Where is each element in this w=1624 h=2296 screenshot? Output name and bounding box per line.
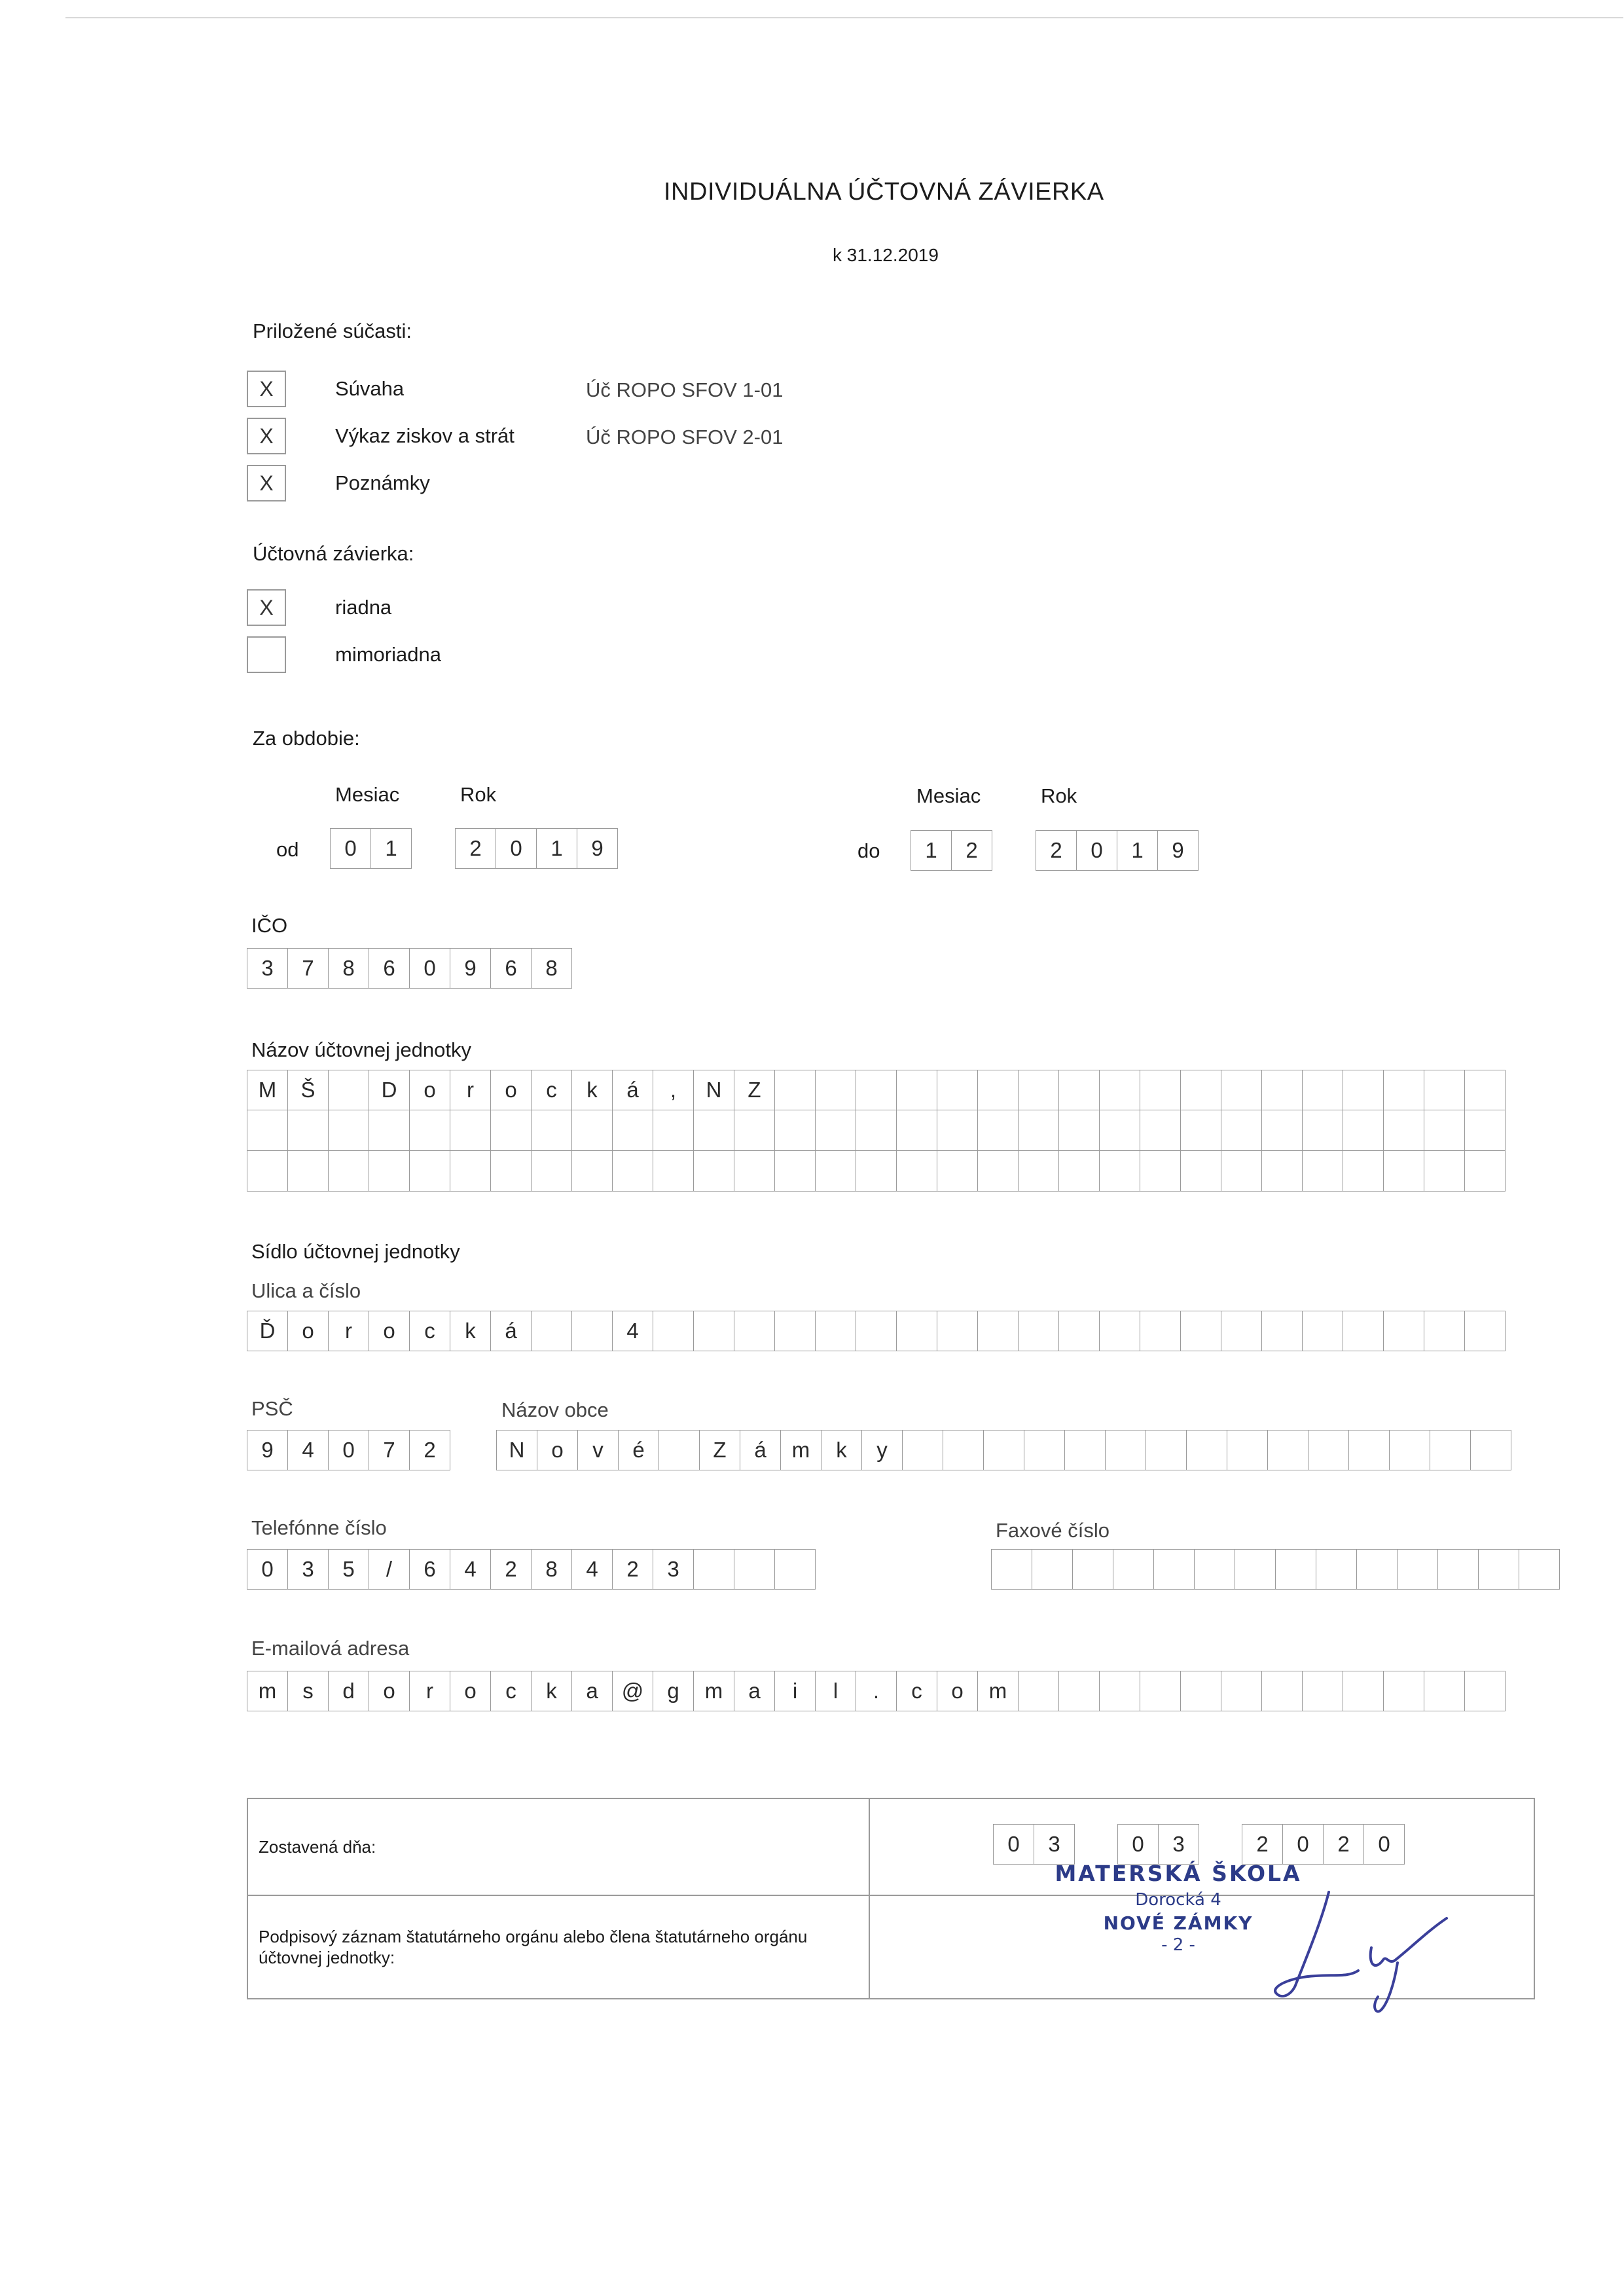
char-cell[interactable]: o [490,1070,532,1110]
char-cell[interactable] [1058,1110,1100,1151]
digit-cell[interactable]: 3 [653,1549,694,1590]
char-cell[interactable] [490,1151,532,1192]
digit-cell[interactable]: 0 [328,1430,369,1470]
char-cell[interactable] [1180,1311,1221,1351]
char-cell[interactable] [977,1070,1019,1110]
char-cell[interactable] [328,1070,369,1110]
char-cell[interactable] [977,1151,1019,1192]
char-cell[interactable]: k [450,1311,491,1351]
char-cell[interactable] [1308,1430,1349,1470]
digit-cell[interactable]: 8 [531,948,572,989]
digit-cell[interactable] [734,1549,775,1590]
char-cell[interactable] [1227,1430,1268,1470]
email-field[interactable] [247,1671,1506,1711]
char-cell[interactable] [1058,1671,1100,1711]
digit-cell[interactable]: 0 [409,948,450,989]
char-cell[interactable]: m [977,1671,1019,1711]
char-cell[interactable] [1267,1430,1308,1470]
char-cell[interactable] [1058,1311,1100,1351]
char-cell[interactable] [247,1151,288,1192]
entity-name-label: Názov účtovnej jednotky [251,1038,472,1061]
to-month-label: Mesiac [916,784,981,807]
char-cell[interactable] [490,1110,532,1151]
char-cell[interactable]: o [369,1671,410,1711]
digit-cell[interactable] [1194,1549,1235,1590]
checkbox-vykaz[interactable]: X [247,418,286,454]
digit-cell[interactable]: 2 [1036,830,1077,871]
digit-cell[interactable] [1153,1549,1195,1590]
to-year-label: Rok [1041,784,1077,807]
char-cell[interactable] [1261,1070,1303,1110]
to-month-field[interactable] [911,830,992,871]
char-cell[interactable] [653,1311,694,1351]
char-cell[interactable] [815,1151,856,1192]
char-cell[interactable] [1430,1430,1471,1470]
digit-cell[interactable]: 3 [1158,1824,1199,1865]
period-heading: Za obdobie: [253,727,360,750]
char-cell[interactable] [1464,1070,1506,1110]
street-field[interactable] [247,1311,1506,1351]
digit-cell[interactable]: 4 [571,1549,613,1590]
digit-cell[interactable]: 0 [1076,830,1117,871]
char-cell[interactable] [369,1151,410,1192]
char-cell[interactable] [653,1110,694,1151]
digit-cell[interactable]: 0 [1117,1824,1159,1865]
digit-cell[interactable]: 6 [490,948,532,989]
attachment-label-vykaz: Výkaz ziskov a strát [335,424,514,447]
digit-cell[interactable] [693,1549,734,1590]
char-cell[interactable]: m [780,1430,821,1470]
attachment-label-poznamky: Poznámky [335,471,430,494]
digit-cell[interactable]: 3 [247,948,288,989]
char-cell[interactable] [612,1110,653,1151]
char-cell[interactable] [612,1151,653,1192]
char-cell[interactable] [1058,1151,1100,1192]
char-cell[interactable]: s [287,1671,329,1711]
char-cell[interactable] [896,1151,937,1192]
digit-cell[interactable]: 8 [328,948,369,989]
char-cell[interactable] [1302,1671,1343,1711]
digit-cell[interactable]: 4 [287,1430,329,1470]
char-cell[interactable] [977,1311,1019,1351]
char-cell[interactable] [1099,1311,1140,1351]
char-cell[interactable]: D [369,1070,410,1110]
ico-label: IČO [251,914,288,937]
char-cell[interactable]: m [247,1671,288,1711]
char-cell[interactable] [1464,1311,1506,1351]
char-cell[interactable] [774,1110,816,1151]
char-cell[interactable] [1099,1151,1140,1192]
digit-cell[interactable]: 1 [370,828,412,869]
char-cell[interactable] [815,1110,856,1151]
char-cell[interactable] [1261,1311,1303,1351]
char-cell[interactable] [369,1110,410,1151]
char-cell[interactable] [1024,1430,1065,1470]
char-cell[interactable]: Ď [247,1311,288,1351]
stamp-line-4: - 2 - [1161,1935,1195,1955]
page-title: INDIVIDUÁLNA ÚČTOVNÁ ZÁVIERKA [664,178,1104,206]
digit-cell[interactable]: 6 [369,948,410,989]
digit-cell[interactable] [1478,1549,1519,1590]
digit-cell[interactable]: 2 [1323,1824,1364,1865]
entity-name-row-2[interactable] [247,1110,1506,1151]
digit-cell[interactable]: 1 [536,828,577,869]
psc-field[interactable] [247,1430,450,1470]
char-cell[interactable] [1343,1311,1384,1351]
digit-cell[interactable]: 3 [287,1549,329,1590]
digit-cell[interactable]: 2 [455,828,496,869]
attachment-code-suvaha: Úč ROPO SFOV 1-01 [586,378,784,401]
char-cell[interactable] [1099,1070,1140,1110]
char-cell[interactable] [531,1151,572,1192]
char-cell[interactable] [1146,1430,1187,1470]
scan-edge-line [65,17,1623,18]
to-label: do [857,839,880,862]
char-cell[interactable]: , [653,1070,694,1110]
char-cell[interactable]: o [450,1671,491,1711]
char-cell[interactable] [1180,1671,1221,1711]
char-cell[interactable] [693,1110,734,1151]
char-cell[interactable] [815,1311,856,1351]
digit-cell[interactable] [1356,1549,1398,1590]
char-cell[interactable] [450,1151,491,1192]
attachment-code-vykaz: Úč ROPO SFOV 2-01 [586,426,784,448]
city-label: Názov obce [501,1398,609,1421]
attachment-label-suvaha: Súvaha [335,377,405,400]
option-label-riadna: riadna [335,596,392,619]
char-cell[interactable] [896,1070,937,1110]
compiled-month-field[interactable] [1117,1824,1199,1865]
char-cell[interactable] [409,1151,450,1192]
char-cell[interactable] [1018,1311,1059,1351]
char-cell[interactable]: a [734,1671,775,1711]
char-cell[interactable] [937,1110,978,1151]
digit-cell[interactable]: 8 [531,1549,572,1590]
compiled-year-field[interactable] [1242,1824,1405,1865]
char-cell[interactable] [1221,1070,1262,1110]
char-cell[interactable] [774,1070,816,1110]
char-cell[interactable] [1221,1151,1262,1192]
char-cell[interactable] [896,1311,937,1351]
digit-cell[interactable]: / [369,1549,410,1590]
closing-type-heading: Účtovná závierka: [253,542,414,565]
from-year-label: Rok [460,783,497,806]
from-year-field[interactable] [455,828,618,869]
digit-cell[interactable]: 0 [247,1549,288,1590]
from-label: od [276,838,299,861]
checkbox-riadna[interactable]: X [247,589,286,626]
digit-cell[interactable] [1437,1549,1479,1590]
char-cell[interactable] [856,1110,897,1151]
char-cell[interactable] [1424,1151,1465,1192]
char-cell[interactable] [247,1110,288,1151]
char-cell[interactable] [1221,1311,1262,1351]
char-cell[interactable] [1302,1311,1343,1351]
char-cell[interactable] [977,1110,1019,1151]
char-cell[interactable] [1221,1671,1262,1711]
digit-cell[interactable]: 1 [911,830,952,871]
digit-cell[interactable]: 2 [1242,1824,1283,1865]
char-cell[interactable]: k [571,1070,613,1110]
digit-cell[interactable] [774,1549,816,1590]
char-cell[interactable] [1383,1151,1424,1192]
digit-cell[interactable]: 0 [496,828,537,869]
char-cell[interactable] [653,1151,694,1192]
char-cell[interactable]: á [490,1311,532,1351]
digit-cell[interactable]: 2 [951,830,992,871]
char-cell[interactable] [815,1070,856,1110]
char-cell[interactable] [734,1110,775,1151]
char-cell[interactable] [856,1311,897,1351]
digit-cell[interactable]: 2 [490,1549,532,1590]
char-cell[interactable] [1343,1151,1384,1192]
char-cell[interactable] [902,1430,943,1470]
char-cell[interactable] [937,1151,978,1192]
char-cell[interactable]: o [409,1070,450,1110]
char-cell[interactable] [409,1110,450,1151]
attachments-heading: Priložené súčasti: [253,319,412,342]
char-cell[interactable] [774,1311,816,1351]
char-cell[interactable]: c [409,1311,450,1351]
char-cell[interactable]: r [409,1671,450,1711]
stamp-line-1: MATERSKÁ ŠKOLA [1055,1861,1302,1886]
char-cell[interactable]: @ [612,1671,653,1711]
char-cell[interactable]: k [821,1430,862,1470]
char-cell[interactable] [856,1151,897,1192]
digit-cell[interactable]: 7 [369,1430,410,1470]
option-label-mimoriadna: mimoriadna [335,643,441,666]
char-cell[interactable] [937,1311,978,1351]
char-cell[interactable] [531,1311,572,1351]
digit-cell[interactable] [1113,1549,1154,1590]
char-cell[interactable] [1099,1671,1140,1711]
char-cell[interactable] [1140,1671,1181,1711]
char-cell[interactable]: c [896,1671,937,1711]
digit-cell[interactable]: 3 [1034,1824,1075,1865]
char-cell[interactable] [1186,1430,1227,1470]
checkbox-poznamky[interactable]: X [247,465,286,501]
char-cell[interactable] [1383,1671,1424,1711]
char-cell[interactable] [1464,1671,1506,1711]
char-cell[interactable] [1424,1110,1465,1151]
char-cell[interactable]: i [774,1671,816,1711]
char-cell[interactable] [1058,1070,1100,1110]
city-field[interactable] [496,1430,1511,1470]
char-cell[interactable] [937,1070,978,1110]
digit-cell[interactable]: 9 [577,828,618,869]
digit-cell[interactable]: 4 [450,1549,491,1590]
char-cell[interactable]: M [247,1070,288,1110]
char-cell[interactable]: g [653,1671,694,1711]
char-cell[interactable] [734,1151,775,1192]
char-cell[interactable]: N [693,1070,734,1110]
ico-field[interactable] [247,948,572,989]
char-cell[interactable] [1424,1671,1465,1711]
char-cell[interactable] [1018,1110,1059,1151]
digit-cell[interactable]: 9 [247,1430,288,1470]
digit-cell[interactable]: 9 [450,948,491,989]
char-cell[interactable] [734,1311,775,1351]
char-cell[interactable] [1348,1430,1390,1470]
char-cell[interactable]: Š [287,1070,329,1110]
char-cell[interactable] [1343,1671,1384,1711]
digit-cell[interactable]: 0 [1363,1824,1405,1865]
char-cell[interactable] [1018,1151,1059,1192]
char-cell[interactable] [1064,1430,1106,1470]
char-cell[interactable]: Z [734,1070,775,1110]
char-cell[interactable] [1140,1070,1181,1110]
char-cell[interactable]: c [531,1070,572,1110]
char-cell[interactable]: á [740,1430,781,1470]
char-cell[interactable]: y [861,1430,903,1470]
from-month-label: Mesiac [335,783,400,806]
char-cell[interactable] [1180,1110,1221,1151]
char-cell[interactable] [1140,1151,1181,1192]
checkbox-mimoriadna[interactable] [247,636,286,673]
char-cell[interactable]: d [328,1671,369,1711]
from-month-field[interactable] [330,828,412,869]
char-cell[interactable] [1302,1151,1343,1192]
digit-cell[interactable]: 7 [287,948,329,989]
char-cell[interactable] [1424,1070,1465,1110]
digit-cell[interactable]: 9 [1157,830,1199,871]
char-cell[interactable] [1180,1070,1221,1110]
char-cell[interactable] [328,1110,369,1151]
char-cell[interactable] [1464,1151,1506,1192]
street-label: Ulica a číslo [251,1279,361,1302]
char-cell[interactable] [896,1110,937,1151]
char-cell[interactable] [1383,1070,1424,1110]
digit-cell[interactable]: 0 [1282,1824,1324,1865]
char-cell[interactable] [659,1430,700,1470]
char-cell[interactable] [1221,1110,1262,1151]
digit-cell[interactable]: 2 [612,1549,653,1590]
char-cell[interactable] [1140,1311,1181,1351]
char-cell[interactable]: á [612,1070,653,1110]
digit-cell[interactable]: 5 [328,1549,369,1590]
char-cell[interactable] [1099,1110,1140,1151]
char-cell[interactable]: o [369,1311,410,1351]
signature-label: Podpisový záznam štatutárneho orgánu alebo člena štatutárneho orgánu účtovnej jednotky: [248,1896,870,1998]
char-cell[interactable]: Z [699,1430,740,1470]
char-cell[interactable]: o [537,1430,578,1470]
digit-cell[interactable] [1235,1549,1276,1590]
char-cell[interactable]: m [693,1671,734,1711]
char-cell[interactable] [943,1430,984,1470]
char-cell[interactable] [531,1110,572,1151]
char-cell[interactable]: . [856,1671,897,1711]
digit-cell[interactable] [1397,1549,1438,1590]
phone-label: Telefónne číslo [251,1516,387,1539]
digit-cell[interactable] [1032,1549,1073,1590]
char-cell[interactable]: a [571,1671,613,1711]
char-cell[interactable] [571,1151,613,1192]
char-cell[interactable] [287,1110,329,1151]
phone-field[interactable] [247,1549,816,1590]
digit-cell[interactable]: 2 [409,1430,450,1470]
char-cell[interactable] [1261,1151,1303,1192]
char-cell[interactable]: o [287,1311,329,1351]
compiled-label: Zostavená dňa: [248,1799,870,1895]
char-cell[interactable] [693,1311,734,1351]
char-cell[interactable] [571,1311,613,1351]
char-cell[interactable] [774,1151,816,1192]
handwritten-signature [1231,1879,1479,2023]
char-cell[interactable] [1302,1110,1343,1151]
digit-cell[interactable] [1316,1549,1357,1590]
char-cell[interactable] [1105,1430,1146,1470]
char-cell[interactable] [983,1430,1024,1470]
char-cell[interactable] [1018,1070,1059,1110]
char-cell[interactable]: l [815,1671,856,1711]
char-cell[interactable] [1424,1311,1465,1351]
char-cell[interactable]: o [937,1671,978,1711]
entity-name-row-3[interactable] [247,1151,1506,1192]
checkbox-suvaha[interactable]: X [247,371,286,407]
char-cell[interactable] [1180,1151,1221,1192]
char-cell[interactable] [328,1151,369,1192]
char-cell[interactable] [693,1151,734,1192]
digit-cell[interactable]: 0 [330,828,371,869]
char-cell[interactable] [1261,1110,1303,1151]
char-cell[interactable]: c [490,1671,532,1711]
char-cell[interactable] [1383,1311,1424,1351]
to-year-field[interactable] [1036,830,1199,871]
char-cell[interactable] [1464,1110,1506,1151]
char-cell[interactable]: r [450,1070,491,1110]
char-cell[interactable] [1343,1110,1384,1151]
char-cell[interactable]: N [496,1430,537,1470]
char-cell[interactable] [1261,1671,1303,1711]
char-cell[interactable] [571,1110,613,1151]
address-heading: Sídlo účtovnej jednotky [251,1240,460,1263]
char-cell[interactable]: k [531,1671,572,1711]
digit-cell[interactable] [1072,1549,1113,1590]
char-cell[interactable] [1389,1430,1430,1470]
digit-cell[interactable]: 1 [1117,830,1158,871]
char-cell[interactable] [1470,1430,1511,1470]
char-cell[interactable]: v [577,1430,619,1470]
compiled-day-field[interactable] [993,1824,1075,1865]
char-cell[interactable]: r [328,1311,369,1351]
char-cell[interactable] [1018,1671,1059,1711]
char-cell[interactable] [1343,1070,1384,1110]
entity-name-field[interactable] [247,1070,1506,1192]
digit-cell[interactable] [991,1549,1032,1590]
char-cell[interactable] [287,1151,329,1192]
stamp-line-2: Dorocká 4 [1135,1890,1221,1910]
digit-cell[interactable]: 0 [993,1824,1034,1865]
char-cell[interactable] [856,1070,897,1110]
stamp-line-3: NOVÉ ZÁMKY [1103,1912,1254,1934]
entity-name-row-1[interactable] [247,1070,1506,1110]
digit-cell[interactable]: 6 [409,1549,450,1590]
report-date: k 31.12.2019 [833,245,939,265]
char-cell[interactable] [1140,1110,1181,1151]
fax-label: Faxové číslo [996,1519,1110,1542]
char-cell[interactable] [450,1110,491,1151]
psc-label: PSČ [251,1397,293,1420]
char-cell[interactable]: é [618,1430,659,1470]
fax-field[interactable] [991,1549,1560,1590]
digit-cell[interactable] [1519,1549,1560,1590]
email-label: E-mailová adresa [251,1637,410,1660]
char-cell[interactable]: 4 [612,1311,653,1351]
char-cell[interactable] [1383,1110,1424,1151]
digit-cell[interactable] [1275,1549,1316,1590]
char-cell[interactable] [1302,1070,1343,1110]
